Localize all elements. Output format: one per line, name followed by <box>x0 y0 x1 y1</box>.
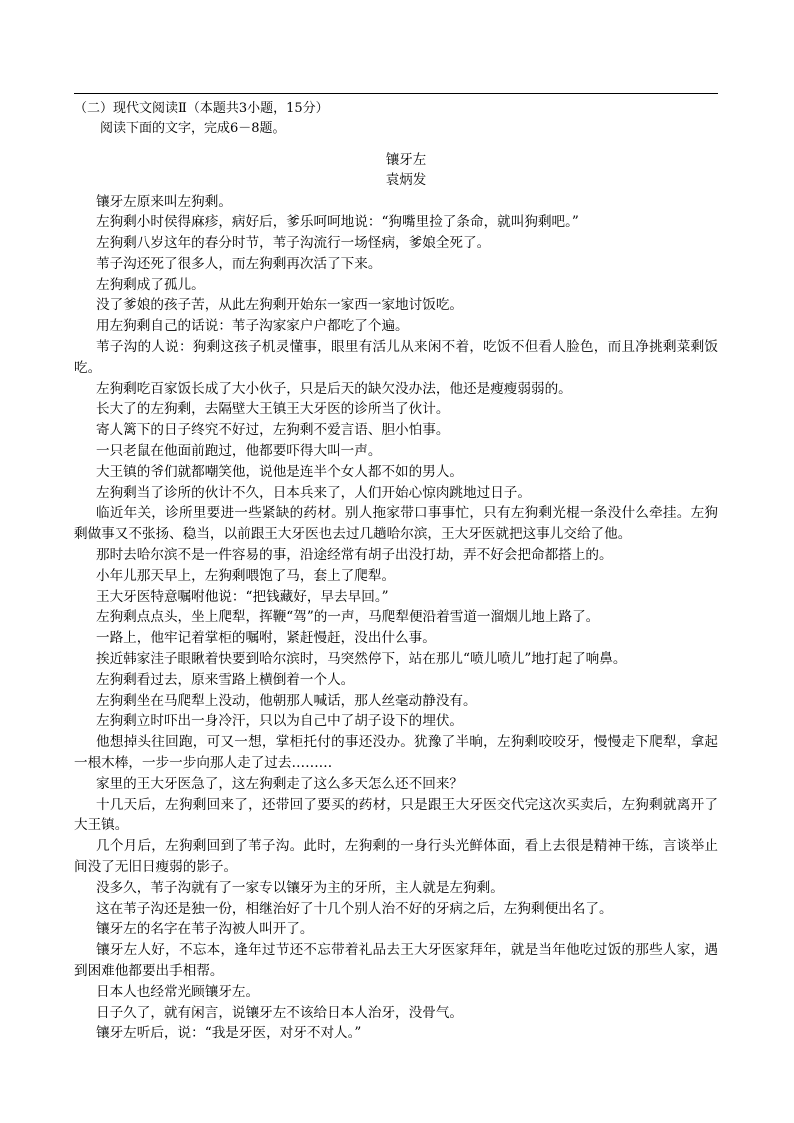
article-paragraph: 大王镇的爷们就都嘲笑他，说他是连半个女人都不如的男人。 <box>96 463 464 480</box>
article-paragraph: 没多久，苇子沟就有了一家专以镶牙为主的牙所，主人就是左狗剩。 <box>96 879 504 896</box>
article-paragraph: 左狗剩吃百家饭长成了大小伙子，只是后天的缺欠没办法，他还是瘦瘦弱弱的。 <box>96 380 572 397</box>
article-paragraph: 临近年关，诊所里要进一些紧缺的药材。别人拖家带口事事忙，只有左狗剩光棍一条没什么牵挂。左狗剩做事又不张扬、稳当，以前跟王大牙医也去过几趟哈尔滨，王大牙医就把这事儿交给了他。 <box>74 505 718 543</box>
article-title: 镶牙左 <box>385 151 427 168</box>
article-paragraph: 镶牙左原来叫左狗剩。 <box>96 193 232 210</box>
article-paragraph: 家里的王大牙医急了，这左狗剩走了这么多天怎么还不回来？ <box>96 775 464 792</box>
reading-instruction: 阅读下面的文字，完成6－8题。 <box>100 121 286 136</box>
article-paragraph: 用左狗剩自己的话说：苇子沟家家户户都吃了个遍。 <box>96 318 409 335</box>
article-paragraph: 左狗剩点点头，坐上爬犁，挥鞭“驾”的一声，马爬犁便沿着雪道一溜烟儿地上路了。 <box>96 609 600 626</box>
article-paragraph: 苇子沟的人说：狗剩这孩子机灵懂事，眼里有活儿从来闲不着，吃饭不但看人脸色，而且净挑剩菜剩饭吃。 <box>74 339 718 376</box>
article-paragraph: 镶牙左听后，说：“我是牙医，对牙不对人。” <box>96 1025 362 1042</box>
article-paragraph: 日子久了，就有闲言，说镶牙左不该给日本人治牙，没骨气。 <box>96 1004 464 1021</box>
article-paragraph: 那时去哈尔滨不是一件容易的事，沿途经常有胡子出没打劫，弄不好会把命都搭上的。 <box>96 547 613 564</box>
article-paragraph: 左狗剩小时侯得麻疹，病好后，爹乐呵呵地说：“狗嘴里捡了条命，就叫狗剩吧。” <box>96 214 579 231</box>
article-paragraph: 左狗剩成了孤儿。 <box>96 276 205 293</box>
article-paragraph: 左狗剩看过去，原来雪路上横倒着一个人。 <box>96 671 355 688</box>
article-paragraph: 没了爹娘的孩子苦，从此左狗剩开始东一家西一家地讨饭吃。 <box>96 297 464 314</box>
article-paragraph: 长大了的左狗剩，去隔壁大王镇王大牙医的诊所当了伙计。 <box>96 401 450 418</box>
article-paragraph: 十几天后，左狗剩回来了，还带回了要买的药材，只是跟王大牙医交代完这次买卖后，左狗剩就离开了大王镇。 <box>74 796 718 834</box>
document-page <box>74 99 718 1044</box>
article-paragraph: 左狗剩当了诊所的伙计不久，日本兵来了，人们开始心惊肉跳地过日子。 <box>96 484 531 501</box>
article-paragraph: 镶牙左的名字在苇子沟被人叫开了。 <box>96 921 314 938</box>
article-paragraph: 左狗剩立时吓出一身冷汗，只以为自己中了胡子设下的埋伏。 <box>96 713 464 730</box>
article-paragraph: 寄人篱下的日子终究不好过，左狗剩不爱言语、胆小怕事。 <box>96 422 450 439</box>
article-author: 袁炳发 <box>385 171 427 188</box>
article-paragraph: 一只老鼠在他面前跑过，他都要吓得大叫一声。 <box>96 443 382 460</box>
article-paragraph: 他想掉头往回跑，可又一想，掌柜托付的事还没办。犹豫了半晌，左狗剩咬咬牙，慢慢走下爬犁，拿起一根木棒，一步一步向那人走了过去……… <box>74 734 718 772</box>
article-paragraph: 王大牙医特意嘱咐他说：“把钱藏好，早去早回。” <box>96 588 389 605</box>
article-paragraph: 苇子沟还死了很多人，而左狗剩再次活了下来。 <box>96 255 382 272</box>
header-rule <box>74 93 718 94</box>
article-paragraph: 挨近韩家洼子眼瞅着快要到哈尔滨时，马突然停下，站在那儿“喷儿喷儿”地打起了响鼻。 <box>96 651 627 668</box>
article-paragraph: 这在苇子沟还是独一份，相继治好了十几个别人治不好的牙病之后，左狗剩便出名了。 <box>96 900 613 917</box>
article-paragraph: 几个月后，左狗剩回到了苇子沟。此时，左狗剩的一身行头光鲜体面，看上去很是精神干练，言谈举止间没了无旧日瘦弱的影子。 <box>74 838 718 875</box>
article-paragraph: 左狗剩八岁这年的春分时节，苇子沟流行一场怪病，爹娘全死了。 <box>96 235 491 252</box>
section-title: （二）现代文阅读Ⅱ（本题共3小题，15分） <box>74 101 329 116</box>
article-paragraph: 一路上，他牢记着掌柜的嘱咐，紧赶慢赶，没出什么事。 <box>96 630 436 647</box>
article-body <box>74 192 718 1045</box>
article-paragraph: 左狗剩坐在马爬犁上没动，他朝那人喊话，那人丝毫动静没有。 <box>96 692 477 709</box>
article-paragraph: 镶牙左人好，不忘本，逢年过节还不忘带着礼品去王大牙医家拜年，就是当年他吃过饭的那些人家，遇到困难他都要出手相帮。 <box>74 942 718 979</box>
article-paragraph: 小年儿那天早上，左狗剩喂饱了马，套上了爬犁。 <box>96 567 396 584</box>
article-paragraph: 日本人也经常光顾镶牙左。 <box>96 983 260 1000</box>
